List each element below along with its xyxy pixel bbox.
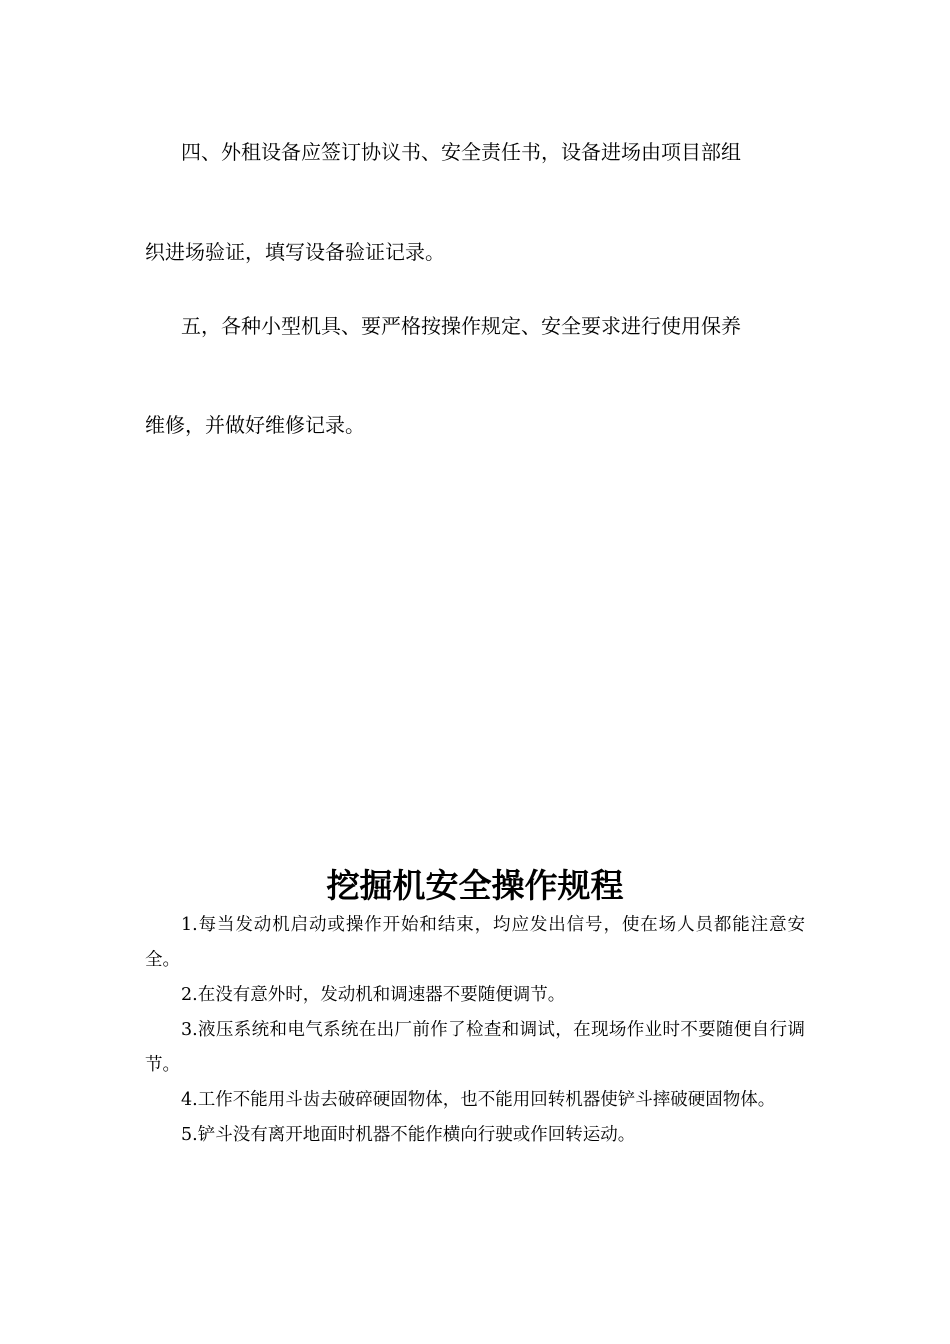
rule-item: 4.工作不能用斗齿去破碎硬固物体，也不能用回转机器使铲斗摔破硬固物体。	[181, 1090, 776, 1110]
procedure-title: 挖掘机安全操作规程	[326, 866, 624, 905]
rule-item: 2.在没有意外时，发动机和调速器不要随便调节。	[181, 985, 566, 1005]
paragraph-4-line-2: 织进场验证，填写设备验证记录。	[145, 240, 445, 264]
paragraph-5-line-2: 维修，并做好维修记录。	[145, 413, 365, 437]
rule-item: 3.液压系统和电气系统在出厂前作了检查和调试，在现场作业时不要随便自行调节。	[145, 1020, 805, 1075]
procedure-rules	[145, 908, 805, 1153]
rule-item: 5.铲斗没有离开地面时机器不能作横向行驶或作回转运动。	[181, 1125, 636, 1145]
rule-item: 1.每当发动机启动或操作开始和结束，均应发出信号，使在场人员都能注意安全。	[145, 915, 805, 970]
paragraph-4-line-1: 四、外租设备应签订协议书、安全责任书，设备进场由项目部组	[181, 140, 741, 164]
paragraph-5-line-1: 五，各种小型机具、要严格按操作规定、安全要求进行使用保养	[181, 314, 741, 338]
